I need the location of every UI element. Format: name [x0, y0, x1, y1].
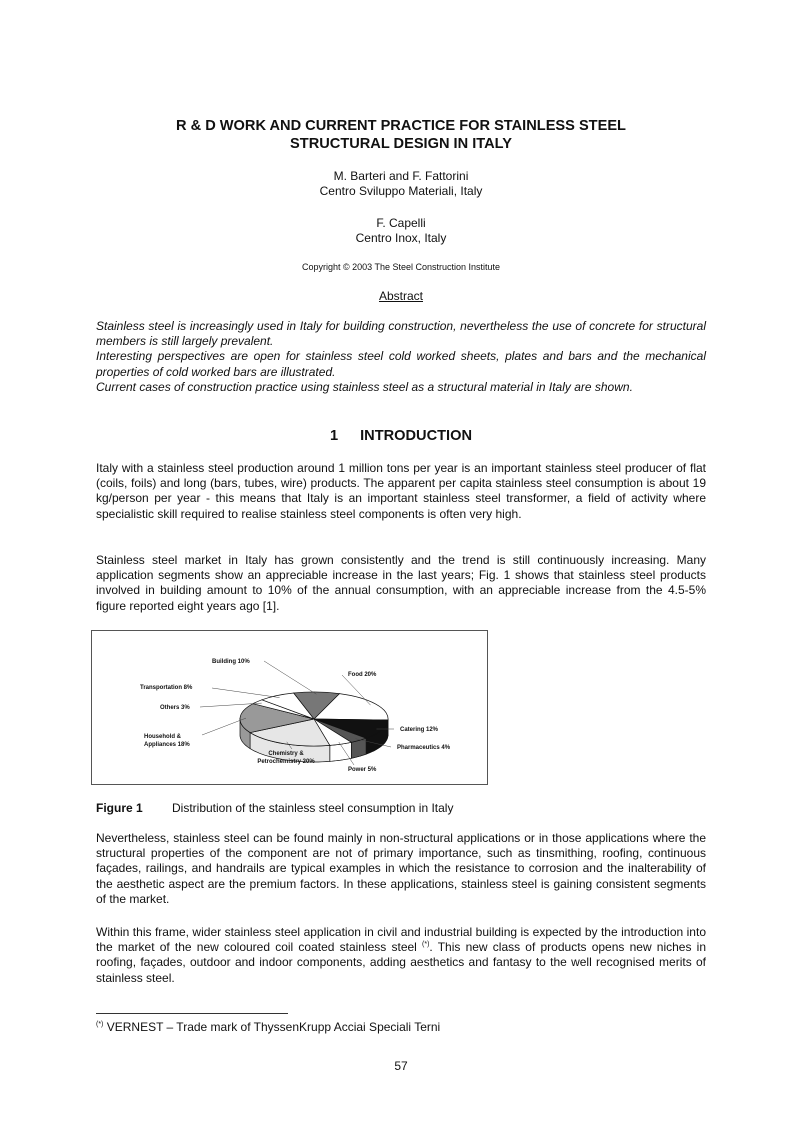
footnote-text: VERNEST – Trade mark of ThyssenKrupp Acciai Speciali Terni: [103, 1020, 441, 1034]
author-names-1: M. Barteri and F. Fattorini: [333, 169, 469, 183]
abstract-paragraph-1: Stainless steel is increasingly used in Italy for building construction, nevertheless the use of concrete for structural members is still largely prevalent.: [96, 319, 706, 349]
figure-caption-text: Distribution of the stainless steel consumption in Italy: [172, 801, 454, 815]
body-paragraph-3: Nevertheless, stainless steel can be found mainly in non-structural applications or in those applications where the structural properties of the component are not of primary importance, such as tinsmithing, roofing, continuous façades, railings, and handrails are typical examples in which the resistance to corrosion and the inalterability of the aesthetic aspect are the premium factors. In these applications, stainless steel is gaining consistent segments of the market.: [96, 831, 706, 906]
abstract-heading: Abstract: [378, 289, 423, 303]
pie-label-line: Catering 12%: [400, 727, 439, 733]
author-block-2: [96, 216, 706, 246]
pie-label-household-appliances-18: [144, 734, 190, 748]
page-number: 57: [394, 1059, 408, 1073]
pie-label-catering-12: [400, 727, 439, 733]
abstract-paragraph-3: Current cases of construction practice using stainless steel as a structural material in Italy are shown.: [96, 379, 633, 394]
pie-leader-household-appliances-18: [202, 718, 246, 735]
pie-label-others-3: [160, 705, 190, 711]
figure-label: Figure 1: [96, 801, 143, 815]
figure-1-chart: [91, 630, 488, 785]
copyright-notice: Copyright © 2003 The Steel Construction Institute: [301, 262, 501, 272]
pie-leader-transportation-8: [212, 688, 280, 698]
footnote-divider: [96, 1013, 288, 1014]
pie-label-building-10: [212, 659, 250, 665]
body-paragraph-2: Stainless steel market in Italy has grown consistently and the trend is still continuously increasing. Many application segments show an appreciable increase in the last years; Fig. 1 shows that stainless steel products involved in building amount to 10% of the annual consumption, with an appreciable increase from the 4.5-5% figure reported eight years ago [1].: [96, 553, 706, 613]
figure-1-caption: [96, 801, 706, 815]
pie-label-line: Power 5%: [348, 767, 377, 773]
footnote-marker: (*): [96, 1021, 104, 1028]
body-paragraph-4-part-a: Within this frame, wider stainless steel application in civil and industrial building is expected by the introduction into the market of the new coloured coil coated stainless steel: [96, 925, 706, 955]
section-heading: [96, 427, 706, 445]
pie-label-line: Chemistry &: [268, 751, 304, 757]
footnote-reference: (*): [422, 941, 430, 949]
pie-label-line: Pharmaceutics 4%: [397, 745, 451, 751]
pie-label-line: Food 20%: [348, 672, 377, 678]
title-line-2: STRUCTURAL DESIGN IN ITALY: [290, 136, 512, 152]
footnote: [96, 1020, 706, 1034]
pie-leader-building-10: [264, 661, 316, 694]
body-paragraph-4-part-b: . This new class of products opens new niches in roofing, façades, outdoor and indoor components, adding aesthetics and fantasy to the well recognised merits of stainless steel.: [96, 940, 707, 985]
title-line-1: R & D WORK AND CURRENT PRACTICE FOR STAINLESS STEEL: [176, 118, 626, 134]
abstract-paragraph-2: Interesting perspectives are open for stainless steel cold worked sheets, plates and bars and the mechanical properties of cold worked bars are illustrated.: [96, 349, 706, 379]
pie-chart: [92, 631, 487, 784]
body-paragraph-4: [96, 925, 706, 986]
pie-label-line: Appliances 18%: [144, 742, 190, 748]
section-number: 1: [329, 428, 339, 444]
abstract-body: [96, 319, 706, 395]
paper-title: [96, 117, 706, 153]
author-names-2: F. Capelli: [376, 216, 426, 230]
author-affiliation-2: Centro Inox, Italy: [355, 231, 447, 245]
pie-label-power-5: [348, 767, 377, 773]
pie-label-line: Household &: [144, 734, 181, 740]
author-affiliation-1: Centro Sviluppo Materiali, Italy: [319, 184, 483, 198]
pie-label-pharmaceutics-4: [397, 745, 451, 751]
pie-label-line: Others 3%: [160, 705, 190, 711]
section-title: INTRODUCTION: [360, 428, 472, 444]
pie-label-line: Petrochemistry 20%: [257, 759, 315, 765]
body-paragraph-1: Italy with a stainless steel production around 1 million tons per year is an important stainless steel producer of flat (coils, foils) and long (bars, tubes, wire) products. The apparent per capita stainless steel consumption is about 19 kg/person per year - this means that Italy is an important stainless steel transformer, a field of activity where specialistic skill required to realise stainless steel components is often very high.: [96, 461, 706, 521]
pie-label-line: Building 10%: [212, 659, 250, 665]
pie-label-line: Transportation 8%: [140, 685, 193, 691]
pie-label-transportation-8: [140, 685, 193, 691]
author-block-1: [96, 169, 706, 199]
pie-label-food-20: [348, 672, 377, 678]
